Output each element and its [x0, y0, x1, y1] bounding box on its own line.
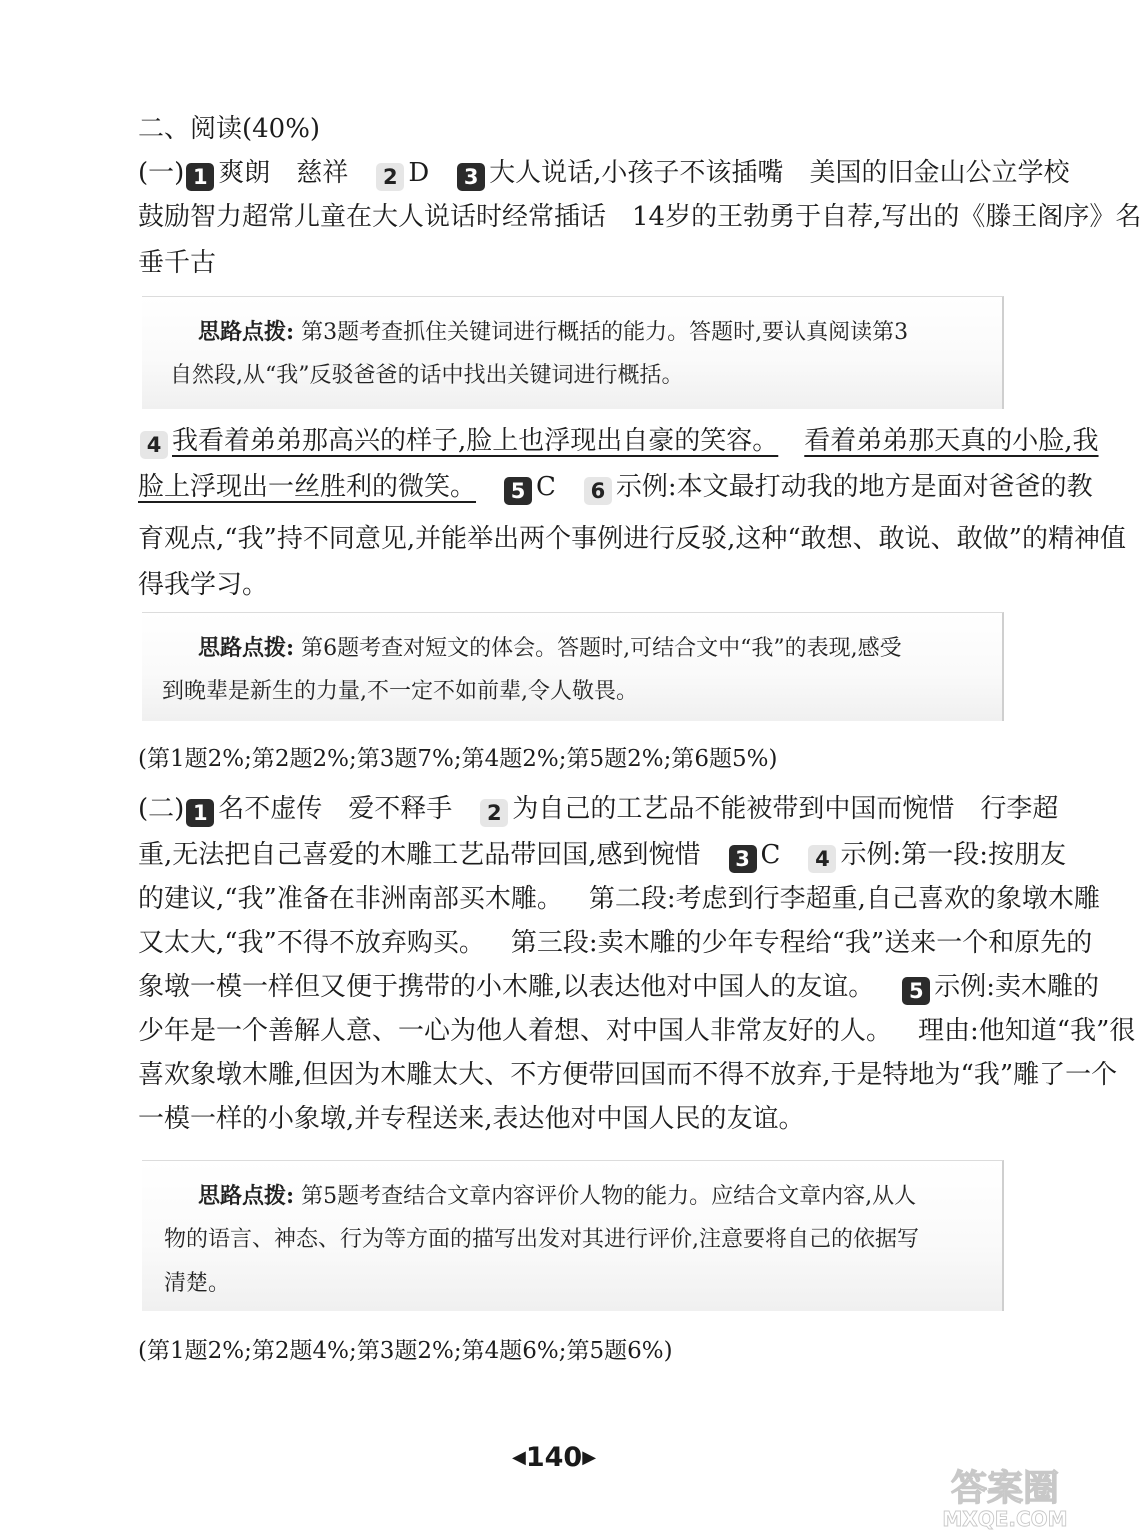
q2-badge: 2	[376, 163, 404, 191]
p2-q4-badge: 4	[808, 845, 836, 873]
p2-a3: C	[760, 840, 781, 870]
p2-line-2	[138, 838, 1066, 873]
p2-a2c: 重,无法把自己喜爱的木雕工艺品带回国,感到惋惜	[138, 840, 701, 870]
tip3-line-2: 物的语言、神态、行为等方面的描写出发对其进行评价,注意要将自己的依据写	[164, 1227, 919, 1252]
p2-a2a: 为自己的工艺品不能被带到中国而惋惜	[512, 794, 955, 824]
tip-box-1	[142, 296, 1004, 409]
svg-text:MXQE.COM: MXQE.COM	[942, 1507, 1068, 1531]
q3-badge: 3	[457, 163, 485, 191]
p2-q2-badge: 2	[480, 799, 508, 827]
p1-label: (一)	[138, 158, 185, 188]
q6-badge: 6	[584, 477, 612, 505]
p2-line-4	[138, 926, 1092, 960]
p1-a1: 爽朗 慈祥	[218, 158, 349, 188]
p1-line-5	[138, 470, 1093, 505]
section-title: 二、阅读(40%)	[138, 114, 321, 144]
tip1-line-1: 思路点拨: 第3题考查抓住关键词进行概括的能力。答题时,要认真阅读第3	[198, 319, 909, 345]
p2-line-6	[138, 1014, 1135, 1048]
p1-a4b: 看着弟弟那天真的小脸,我	[804, 426, 1099, 456]
p2-line-5	[138, 970, 1099, 1005]
svg-text:答案圈: 答案圈	[950, 1468, 1060, 1509]
q4-badge: 4	[140, 431, 168, 459]
p1-score-line: (第1题2%;第2题2%;第3题7%;第4题2%;第5题2%;第6题5%)	[138, 746, 778, 772]
p2-q5-badge: 5	[902, 977, 930, 1005]
p2-a2b: 行李超	[980, 794, 1059, 824]
p1-a3a: 大人说话,小孩子不该插嘴	[489, 158, 784, 188]
tip2-line-1: 思路点拨: 第6题考查对短文的体会。答题时,可结合文中“我”的表现,感受	[198, 635, 902, 661]
tip2-label: 思路点拨:	[198, 635, 295, 661]
p1-line-1	[138, 156, 1069, 191]
p2-a4d: 又太大,“我”不得不放弃购买。	[138, 928, 485, 958]
tip2-line-2: 到晚辈是新生的力量,不一定不如前辈,令人敬畏。	[162, 679, 638, 704]
p2-a5c: 理由:他知道“我”很	[918, 1016, 1136, 1046]
next-arrow-icon: ▶	[582, 1447, 597, 1468]
p2-q1-badge: 1	[186, 799, 214, 827]
tip3-line-1: 思路点拨: 第5题考查结合文章内容评价人物的能力。应结合文章内容,从人	[198, 1183, 917, 1209]
p2-a4b: 的建议,“我”准备在非洲南部买木雕。	[138, 884, 563, 914]
p2-q3-badge: 3	[729, 845, 757, 873]
tip1-line-2: 自然段,从“我”反驳爸爸的话中找出关键词进行概括。	[170, 363, 684, 388]
p2-a5b: 少年是一个善解人意、一心为他人着想、对中国人非常友好的人。	[138, 1016, 893, 1046]
p1-line-7: 得我学习。	[138, 570, 269, 600]
p1-line-3: 垂千古	[138, 248, 217, 278]
p2-a4c: 第二段:考虑到行李超重,自己喜欢的象墩木雕	[588, 884, 1100, 914]
p2-score-line: (第1题2%;第2题4%;第3题2%;第4题6%;第5题6%)	[138, 1338, 673, 1364]
p1-line-2	[138, 200, 1141, 234]
p2-label: (二)	[138, 794, 185, 824]
watermark-logo	[905, 1460, 1105, 1532]
q1-badge: 1	[186, 163, 214, 191]
p1-a3d: 14岁的王勃勇于自荐,写出的《滕王阁序》名	[632, 202, 1141, 232]
p2-line-7: 喜欢象墩木雕,但因为木雕太大、不方便带回国而不得不放弃,于是特地为“我”雕了一个	[138, 1060, 1118, 1090]
p2-a5a: 示例:卖木雕的	[934, 972, 1100, 1002]
tip1-label: 思路点拨:	[198, 319, 295, 345]
tip-box-3	[142, 1160, 1004, 1311]
p1-line-6: 育观点,“我”持不同意见,并能举出两个事例进行反驳,这种“敢想、敢说、敢做”的精神值	[138, 524, 1126, 554]
p1-a4c: 脸上浮现出一丝胜利的微笑。	[138, 472, 477, 502]
p2-line-1	[138, 792, 1058, 827]
page-number	[512, 1442, 596, 1473]
prev-arrow-icon: ◀	[512, 1447, 526, 1468]
q5-badge: 5	[504, 477, 532, 505]
p2-line-8: 一模一样的小象墩,并专程送来,表达他对中国人民的友谊。	[138, 1104, 805, 1134]
page-number-text: 140	[525, 1442, 583, 1473]
p2-line-3	[138, 882, 1100, 916]
p2-a4e: 第三段:卖木雕的少年专程给“我”送来一个和原先的	[510, 928, 1093, 958]
p2-a4a: 示例:第一段:按朋友	[840, 840, 1066, 870]
tip3-label: 思路点拨:	[198, 1183, 295, 1209]
p1-line-4	[138, 424, 1099, 459]
p1-a2: D	[408, 158, 430, 188]
p1-a3c: 鼓励智力超常儿童在大人说话时经常插话	[138, 202, 607, 232]
p1-a6a: 示例:本文最打动我的地方是面对爸爸的教	[615, 472, 1093, 502]
p1-a5: C	[536, 472, 556, 502]
p2-a1: 名不虚传 爱不释手	[218, 794, 453, 824]
p1-a3b: 美国的旧金山公立学校	[809, 158, 1070, 188]
tip-box-2	[142, 612, 1004, 721]
p1-a4a: 我看着弟弟那高兴的样子,脸上也浮现出自豪的笑容。	[172, 426, 779, 456]
tip3-line-3: 清楚。	[164, 1271, 231, 1296]
p2-a4f: 象墩一模一样但又便于携带的小木雕,以表达他对中国人的友谊。	[138, 972, 875, 1002]
